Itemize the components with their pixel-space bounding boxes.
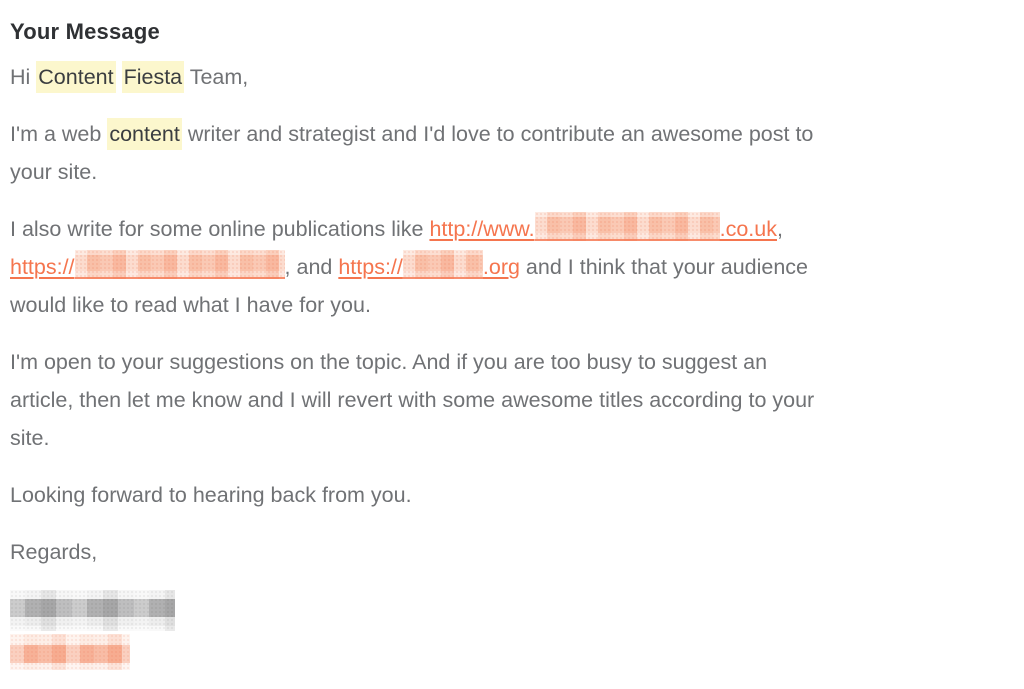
redacted-signature-link bbox=[10, 634, 130, 670]
text-line bbox=[10, 153, 1014, 191]
highlighted-keyword: Fiesta bbox=[122, 61, 185, 93]
outreach-link[interactable] bbox=[429, 217, 777, 241]
redacted-signature-name bbox=[10, 590, 175, 631]
paragraph bbox=[10, 533, 1014, 571]
text-line bbox=[10, 419, 1014, 457]
signature-block bbox=[10, 590, 1014, 670]
text-line bbox=[10, 210, 1014, 248]
text-line bbox=[10, 58, 1014, 96]
text-line bbox=[10, 476, 1014, 514]
redacted-link-text bbox=[75, 250, 285, 279]
message-heading: Your Message bbox=[10, 19, 160, 44]
text-run: , and bbox=[284, 255, 339, 279]
highlighted-keyword: content bbox=[107, 118, 182, 150]
text-run: Looking forward to hearing back from you. bbox=[10, 483, 412, 507]
text-run: I'm open to your suggestions on the topic. And if you are too busy to suggest an bbox=[10, 350, 768, 374]
text-line bbox=[10, 248, 1014, 286]
redacted-link-text bbox=[535, 212, 720, 241]
paragraph bbox=[10, 476, 1014, 514]
text-line bbox=[10, 286, 1014, 324]
text-run: site. bbox=[10, 426, 50, 450]
redacted-link-text bbox=[403, 250, 483, 279]
text-line bbox=[10, 381, 1014, 419]
text-run: Team, bbox=[184, 65, 249, 89]
paragraph bbox=[10, 115, 1014, 191]
text-line bbox=[10, 115, 1014, 153]
text-run: .org bbox=[482, 255, 520, 279]
text-run: Hi bbox=[10, 65, 37, 89]
text-line bbox=[10, 343, 1014, 381]
outreach-link[interactable] bbox=[338, 255, 520, 279]
text-run: your site. bbox=[10, 160, 98, 184]
text-run bbox=[116, 65, 122, 89]
text-line bbox=[10, 533, 1014, 571]
text-run: article, then let me know and I will revert with some awesome titles according to your bbox=[10, 388, 815, 412]
text-run: I also write for some online publications like bbox=[10, 217, 430, 241]
text-run: https:// bbox=[338, 255, 403, 279]
text-run: http://www. bbox=[429, 217, 535, 241]
text-run: writer and strategist and I'd love to contribute an awesome post to bbox=[181, 122, 814, 146]
text-run: and I think that your audience bbox=[519, 255, 809, 279]
outreach-link[interactable] bbox=[10, 255, 285, 279]
text-run: I'm a web bbox=[10, 122, 108, 146]
paragraph bbox=[10, 343, 1014, 457]
text-run: .co.uk bbox=[719, 217, 777, 241]
paragraph bbox=[10, 210, 1014, 324]
highlighted-keyword: Content bbox=[36, 61, 115, 93]
text-run: , bbox=[776, 217, 783, 241]
text-run: Regards, bbox=[10, 540, 98, 564]
paragraph bbox=[10, 58, 1014, 96]
text-run: would like to read what I have for you. bbox=[10, 293, 371, 317]
message-body bbox=[10, 58, 1014, 571]
text-run: https:// bbox=[10, 255, 75, 279]
